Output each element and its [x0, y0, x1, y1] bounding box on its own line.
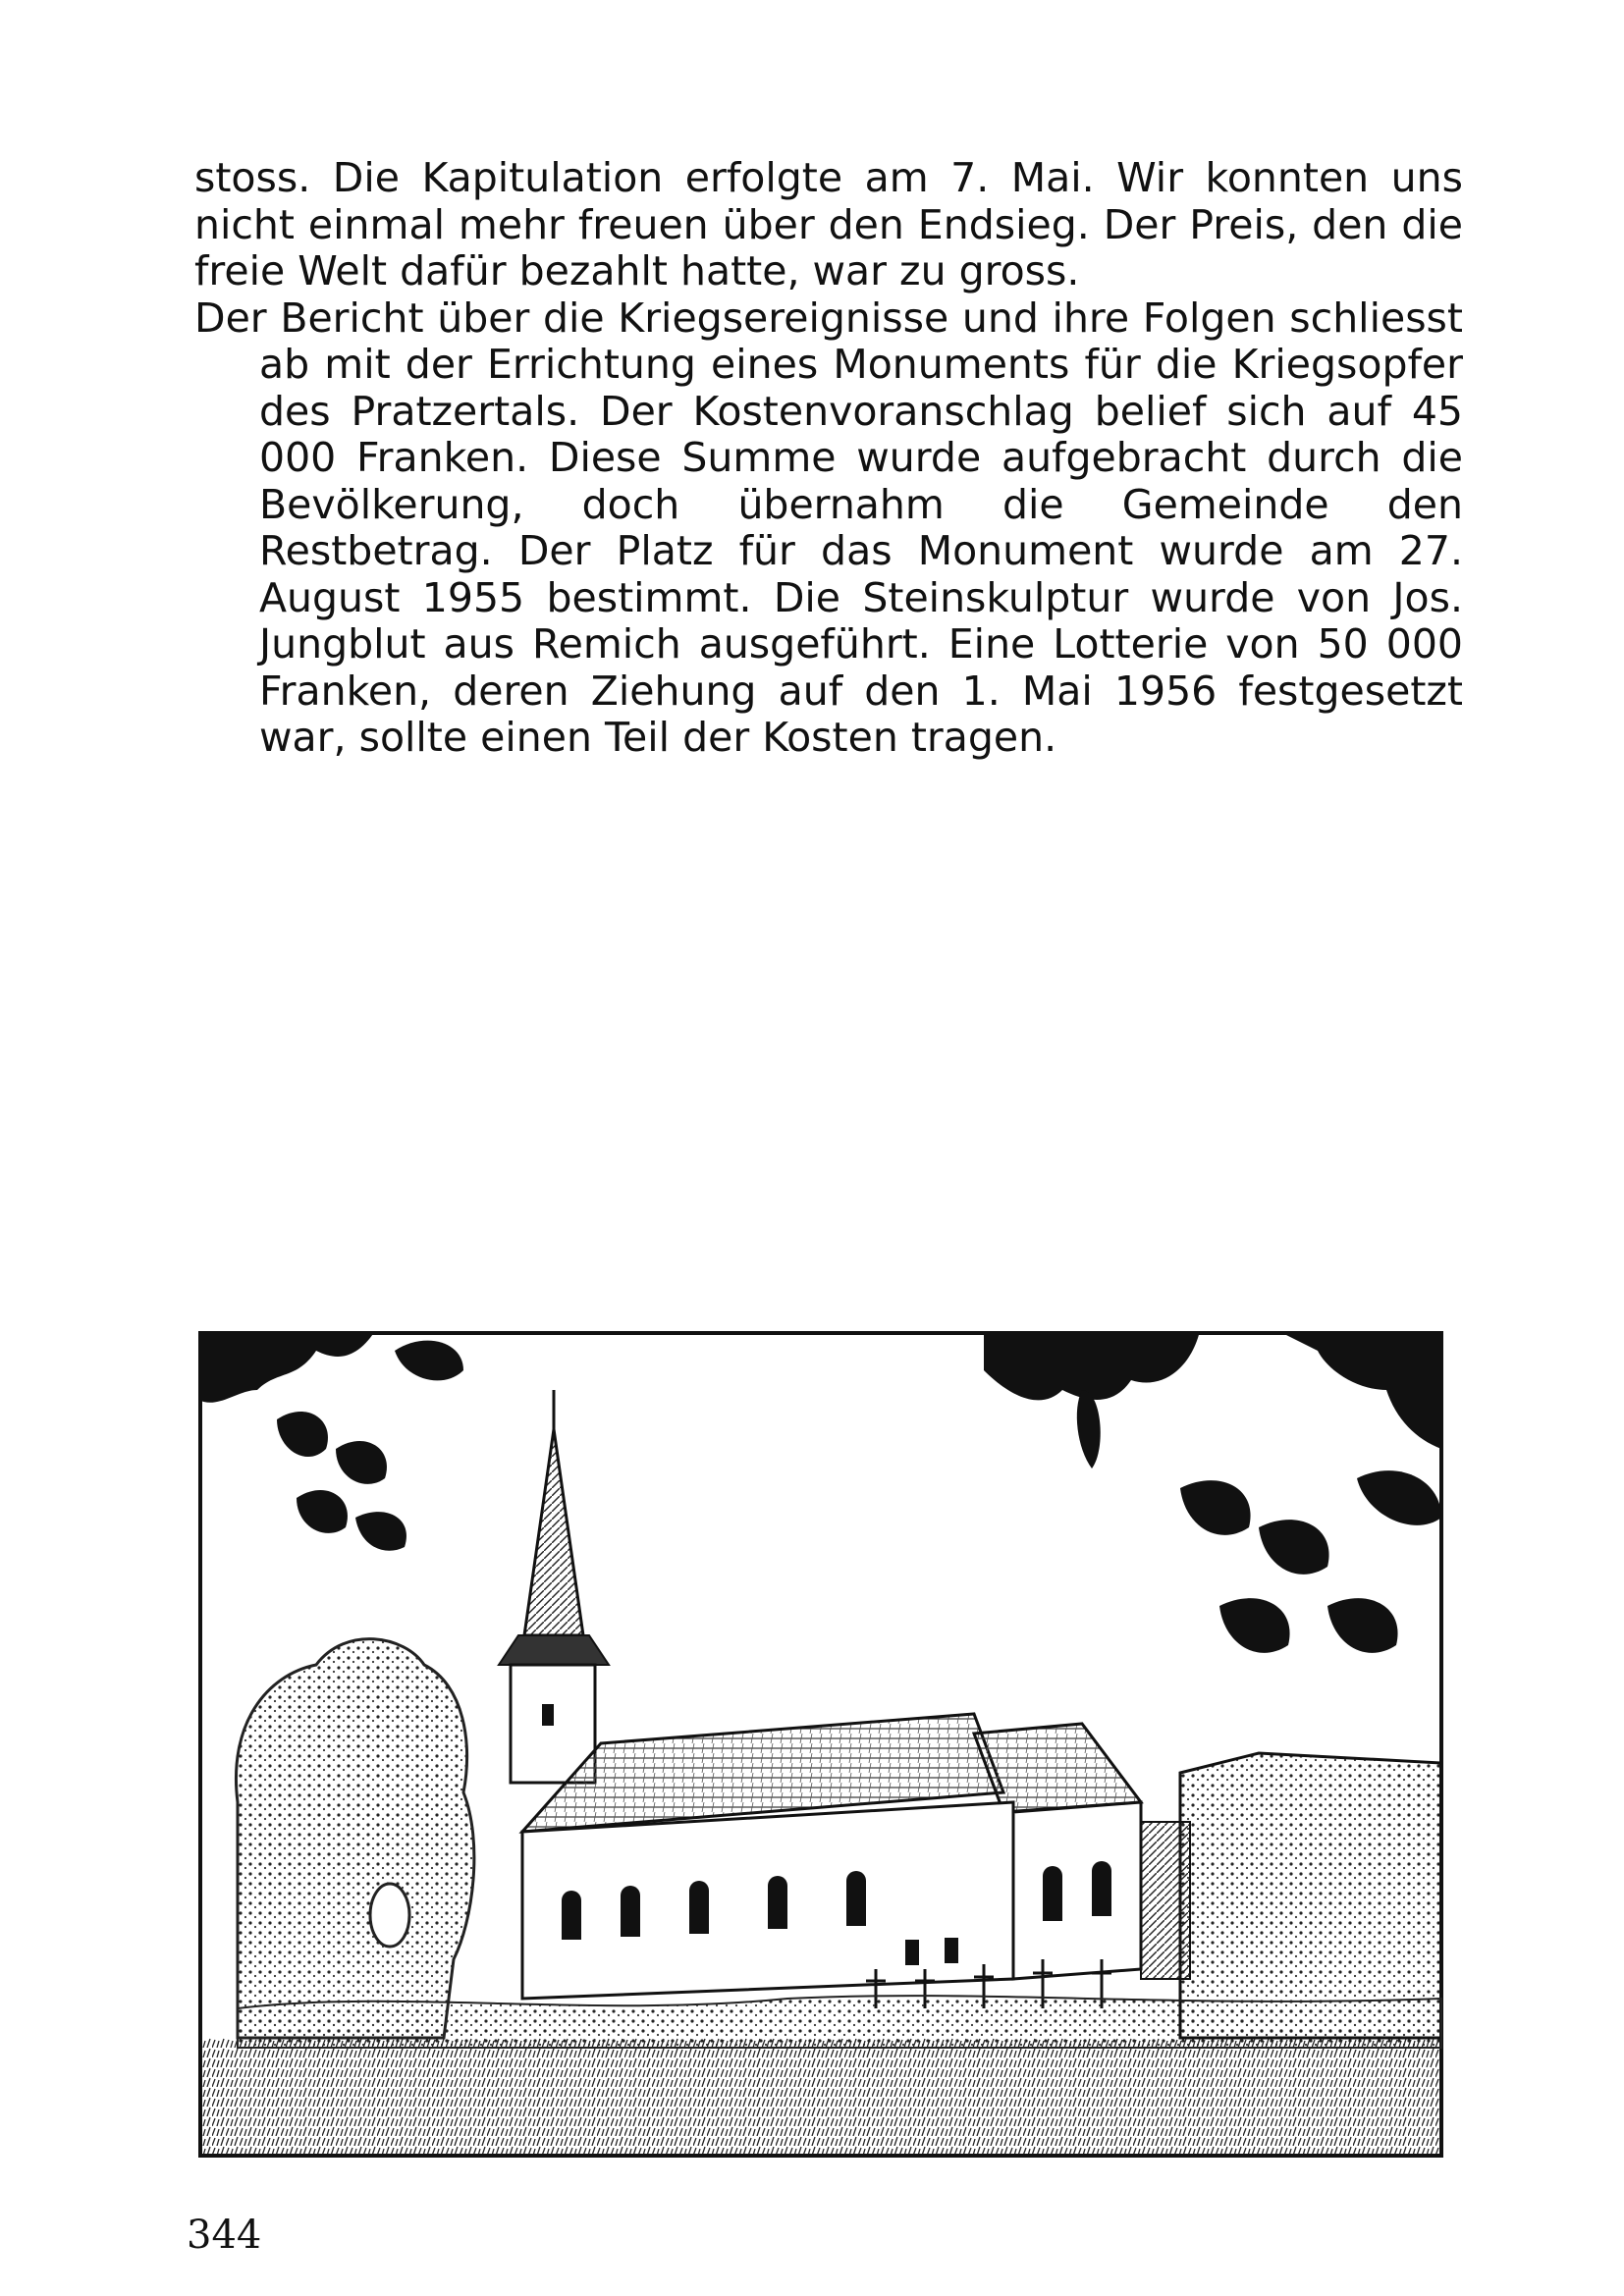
church-illustration: [198, 1331, 1443, 2158]
body-text: [194, 155, 1463, 762]
paragraph-2: Der Bericht über die Kriegsereignisse und ihre Folgen schliesst ab mit der Errichtung eines Monuments für die Kriegsopfer des Pratzertals. Der Kostenvoranschlag belief sich auf 45 000 Franken. Diese Summe wurde aufgebracht durch die Bevölkerung, doch übernahm die Gemeinde den Restbetrag. Der Platz für das Monument wurde am 27. August 1955 bestimmt. Die Steinskulptur wurde von Jos. Jungblut aus Remich ausgeführt. Eine Lotterie von 50 000 Franken, deren Ziehung auf den 1. Mai 1956 festgesetzt war, sollte einen Teil der Kosten tragen.: [194, 294, 1463, 761]
church-photo: [198, 1331, 1443, 2158]
paragraph-1: stoss. Die Kapitulation erfolgte am 7. Mai. Wir konnten uns nicht einmal mehr freuen über den Endsieg. Der Preis, den die freie Welt dafür bezahlt hatte, war zu gross.: [194, 154, 1463, 294]
page-number: 344: [187, 2213, 262, 2258]
